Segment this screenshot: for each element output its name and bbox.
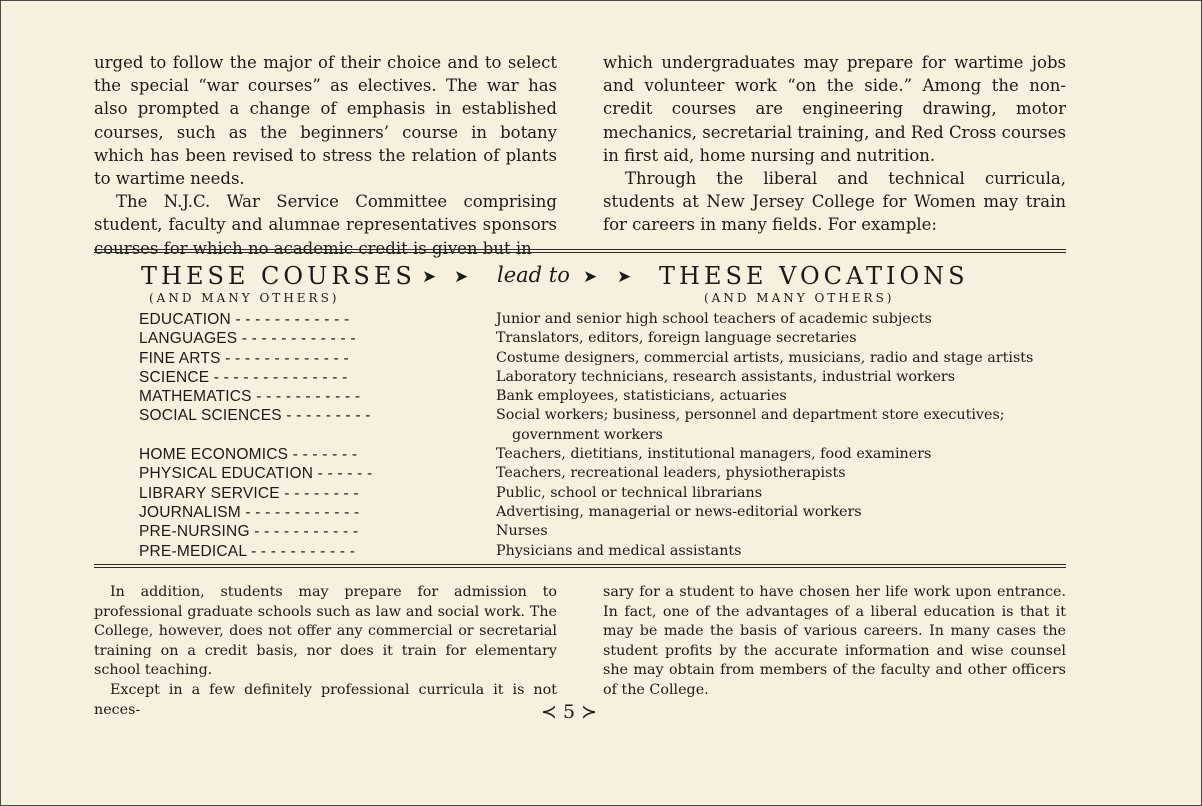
table-row [139, 542, 1069, 561]
paragraph: sary for a student to have chosen her life work upon entrance. In fact, one of the advantages of a liberal education is that it may be made the basis of various careers. In many cases the student profits by the accurate information and wise counsel she may obtain from members of the faculty and other officers of the College. [603, 584, 1066, 698]
vocation-list: government workers [512, 426, 663, 443]
table-row [139, 329, 1069, 348]
top-right-column [603, 51, 1066, 237]
top-left-column [94, 51, 557, 260]
course-name: FINE ARTS - - - - - - - - - - - - - [139, 349, 349, 367]
vocation-list: Social workers; business, personnel and department store executives; [496, 407, 1005, 424]
vocation-list: Teachers, recreational leaders, physiotherapists [496, 465, 846, 482]
arrow-icon: ➤ [583, 267, 598, 287]
vocation-list: Public, school or technical librarians [496, 484, 763, 501]
vocation-list: Nurses [496, 523, 548, 540]
table-row [139, 484, 1069, 503]
course-name: SOCIAL SCIENCES - - - - - - - - - [139, 407, 371, 425]
table-top-rule [94, 249, 1066, 253]
course-name: SCIENCE - - - - - - - - - - - - - - [139, 368, 348, 386]
paragraph: Through the liberal and technical curricula, students at New Jersey College for Women may train for careers in many fields. For example: [603, 169, 1066, 235]
table-row [139, 387, 1069, 406]
table-row [139, 445, 1069, 464]
course-name: HOME ECONOMICS - - - - - - - [139, 446, 358, 464]
page-number: ≺ 5 ≻ [541, 701, 598, 723]
vocation-list: Translators, editors, foreign language secretaries [496, 330, 857, 347]
table-row [139, 503, 1069, 522]
vocations-heading: THESE VOCATIONS [659, 262, 969, 290]
courses-subheading: (AND MANY OTHERS) [149, 291, 340, 305]
course-name [139, 426, 496, 445]
vocation-list: Physicians and medical assistants [496, 542, 742, 559]
vocation-list: Teachers, dietitians, institutional managers, food examiners [496, 446, 932, 463]
arrow-icon: ➤ [617, 267, 632, 287]
arrow-icon: ➤ [422, 267, 437, 287]
vocations-subheading: (AND MANY OTHERS) [704, 291, 895, 305]
paragraph: which undergraduates may prepare for wartime jobs and volunteer work “on the side.” Among the non-credit courses are engineering drawing, motor mechanics, secretarial training, and Red Cross courses in first aid, home nursing and nutrition. [603, 53, 1066, 165]
table-row [139, 368, 1069, 387]
vocation-list: Junior and senior high school teachers of academic subjects [496, 311, 932, 327]
course-name: EDUCATION - - - - - - - - - - - - [139, 311, 350, 328]
course-name: PHYSICAL EDUCATION - - - - - - [139, 465, 373, 483]
vocation-list: Costume designers, commercial artists, musicians, radio and stage artists [496, 349, 1034, 366]
table-row [139, 426, 1069, 445]
course-name: JOURNALISM - - - - - - - - - - - - [139, 503, 360, 521]
course-name: LANGUAGES - - - - - - - - - - - - [139, 330, 356, 348]
table-row [139, 464, 1069, 483]
table-row [139, 349, 1069, 368]
vocation-list: Bank employees, statisticians, actuaries [496, 388, 787, 405]
table-row [139, 406, 1069, 425]
table-bottom-rule [94, 564, 1066, 568]
courses-heading: THESE COURSES [141, 262, 416, 290]
paragraph: In addition, students may prepare for admission to professional graduate schools such as law and social work. The College, however, does not offer any commercial or secretarial training on a credit basis, nor does it train for elementary school teaching. [94, 584, 557, 679]
vocation-list: Advertising, managerial or news-editorial workers [496, 503, 862, 520]
course-name: PRE-NURSING - - - - - - - - - - - [139, 523, 359, 541]
table-row [139, 310, 1069, 329]
course-vocation-table [139, 310, 1069, 561]
paragraph: Except in a few definitely professional curricula it is not neces- [94, 681, 557, 718]
paragraph: urged to follow the major of their choice and to select the special “war courses” as electives. The war has also prompted a change of emphasis in established courses, such as the beginners’ course in botany which has been revised to stress the relation of plants to wartime needs. [94, 53, 557, 189]
course-name: PRE-MEDICAL - - - - - - - - - - - [139, 542, 356, 560]
arrow-icon: ➤ [454, 267, 469, 287]
course-name: MATHEMATICS - - - - - - - - - - - [139, 388, 361, 406]
course-name: LIBRARY SERVICE - - - - - - - - [139, 484, 359, 502]
paragraph: The N.J.C. War Service Committee comprising student, faculty and alumnae representatives sponsors courses for which no academic credit is given but in [94, 192, 557, 258]
bottom-left-column [94, 583, 557, 720]
lead-to-heading: lead to [497, 263, 570, 287]
vocation-list: Laboratory technicians, research assistants, industrial workers [496, 368, 956, 385]
table-row [139, 522, 1069, 541]
bottom-right-column [603, 583, 1066, 701]
